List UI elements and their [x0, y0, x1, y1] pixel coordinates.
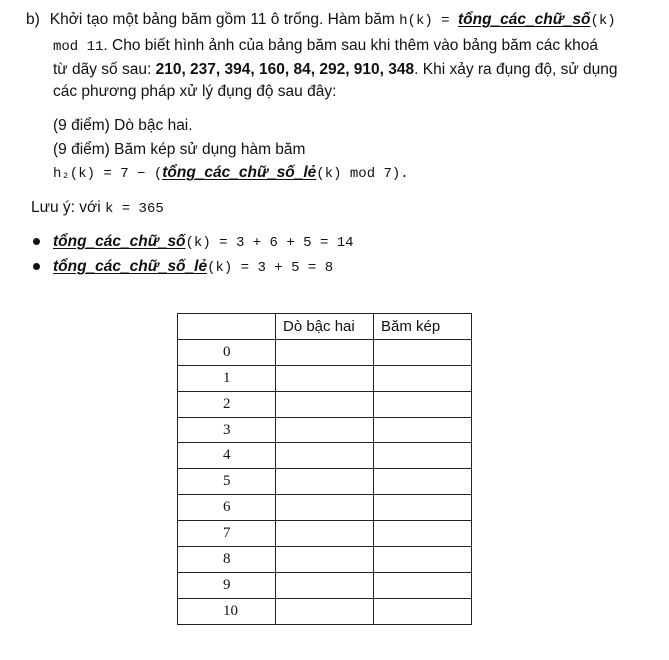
cell-quadratic: [276, 521, 374, 547]
cell-double: [374, 547, 472, 573]
row-index: 6: [178, 495, 276, 521]
cell-quadratic: [276, 547, 374, 573]
header-index: [178, 314, 276, 340]
row-index: 3: [178, 417, 276, 443]
row-index: 7: [178, 521, 276, 547]
table-row: [178, 417, 472, 443]
row-index: 0: [178, 339, 276, 365]
table-row: [178, 339, 472, 365]
row-index: 4: [178, 443, 276, 469]
problem-line-2: mod 11. Cho biết hình ảnh của bảng băm sau khi thêm vào bảng băm các khoá: [53, 37, 599, 55]
cell-quadratic: [276, 495, 374, 521]
h2-formula: h₂(k) = 7 − (tổng_các_chữ_số_lẻ(k) mod 7).: [53, 164, 409, 182]
bullet-icon: [33, 238, 40, 245]
table-row: [178, 572, 472, 598]
note-line: Lưu ý: với k = 365: [31, 199, 164, 217]
hash-table: [177, 313, 472, 625]
header-double-hashing: Băm kép: [374, 314, 472, 340]
cell-quadratic: [276, 572, 374, 598]
table-row: [178, 495, 472, 521]
cell-double: [374, 365, 472, 391]
method-2: (9 điểm) Băm kép sử dụng hàm băm: [53, 141, 306, 158]
cell-quadratic: [276, 443, 374, 469]
table-row: [178, 443, 472, 469]
table-header-row: [178, 314, 472, 340]
row-index: 8: [178, 547, 276, 573]
row-index: 1: [178, 365, 276, 391]
table-row: [178, 365, 472, 391]
cell-quadratic: [276, 598, 374, 624]
table-row: [178, 598, 472, 624]
table-row: [178, 547, 472, 573]
problem-line-4: các phương pháp xử lý đụng độ sau đây:: [53, 83, 337, 100]
cell-quadratic: [276, 417, 374, 443]
row-index: 10: [178, 598, 276, 624]
problem-line-1: b) Khởi tạo một bảng băm gồm 11 ô trống. Hàm băm h(k) = tổng_các_chữ_số(k): [26, 11, 616, 29]
problem-label: b): [26, 11, 40, 28]
bullet-1: tổng_các_chữ_số(k) = 3 + 6 + 5 = 14: [53, 233, 354, 251]
cell-quadratic: [276, 365, 374, 391]
header-quadratic-probing: Dò bậc hai: [276, 314, 374, 340]
table-row: [178, 469, 472, 495]
row-index: 9: [178, 572, 276, 598]
cell-quadratic: [276, 391, 374, 417]
bullet-2: tổng_các_chữ_số_lẻ(k) = 3 + 5 = 8: [53, 258, 334, 276]
cell-double: [374, 469, 472, 495]
bullet-icon: [33, 263, 40, 270]
table-row: [178, 391, 472, 417]
row-index: 5: [178, 469, 276, 495]
cell-double: [374, 443, 472, 469]
problem-line-3: từ dãy số sau: 210, 237, 394, 160, 84, 292, 910, 348. Khi xảy ra đụng độ, sử dụng: [53, 61, 618, 78]
row-index: 2: [178, 391, 276, 417]
cell-double: [374, 521, 472, 547]
cell-quadratic: [276, 339, 374, 365]
cell-quadratic: [276, 469, 374, 495]
table-row: [178, 521, 472, 547]
cell-double: [374, 417, 472, 443]
cell-double: [374, 391, 472, 417]
key-list: 210, 237, 394, 160, 84, 292, 910, 348: [155, 61, 415, 78]
cell-double: [374, 495, 472, 521]
cell-double: [374, 598, 472, 624]
cell-double: [374, 339, 472, 365]
method-1: (9 điểm) Dò bậc hai.: [53, 117, 193, 134]
cell-double: [374, 572, 472, 598]
